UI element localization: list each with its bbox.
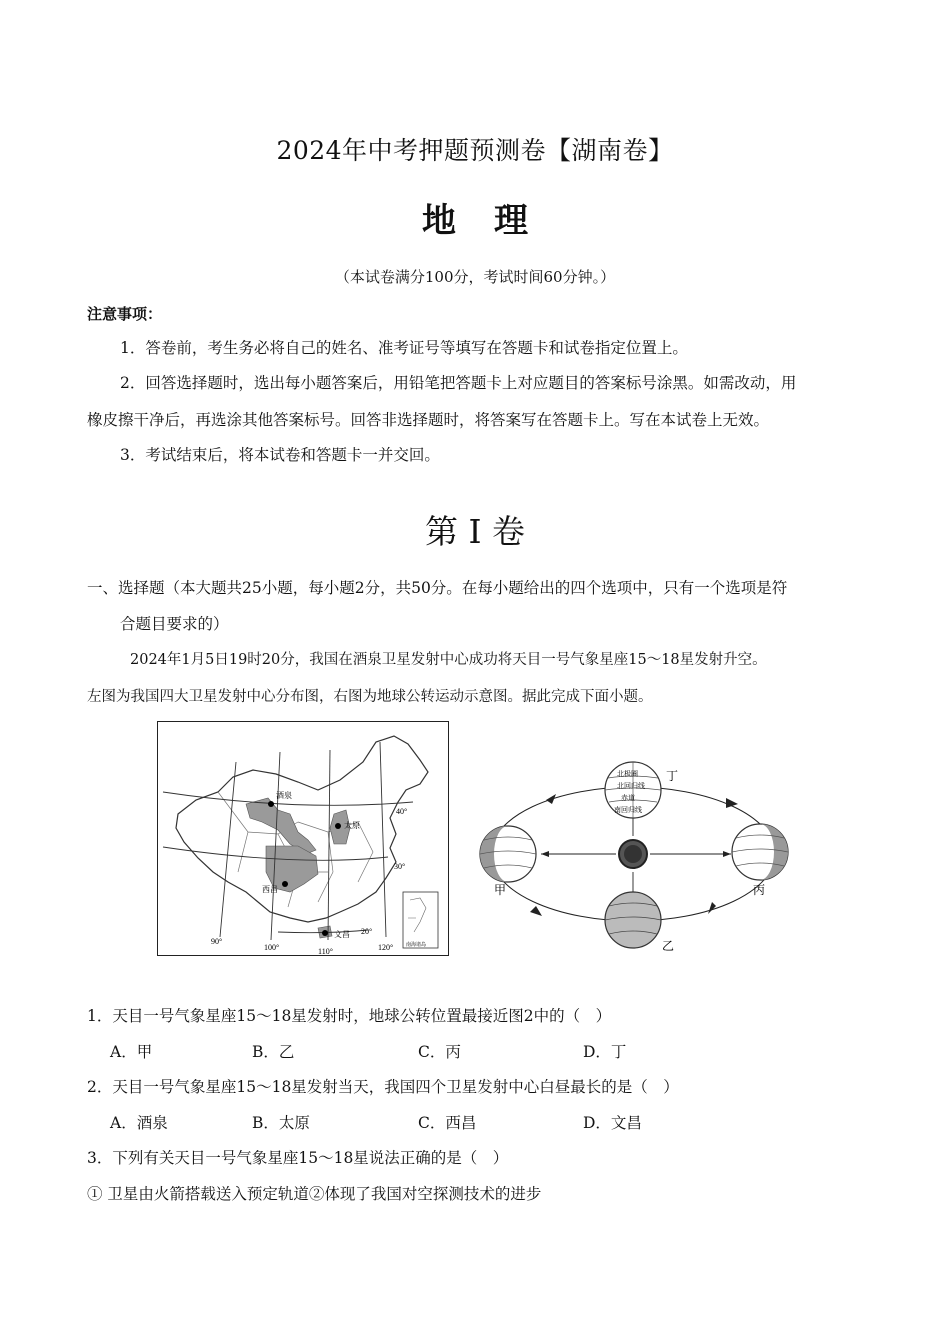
label-lon110: 110° <box>318 947 333 956</box>
notice-item-3: 3．考试结束后，将本试卷和答题卡一并交回。 <box>120 446 440 464</box>
question-2-option-c[interactable]: C．西昌 <box>418 1114 477 1132</box>
label-lon120: 120° <box>378 943 394 952</box>
label-jia: 甲 <box>494 883 507 897</box>
notice-item-2-cont: 橡皮擦干净后，再选涂其他答案标号。回答非选择题时，将答案写在答题卡上。写在本试卷上无效。 <box>87 411 770 429</box>
question-2-option-a[interactable]: A．酒泉 <box>110 1114 168 1132</box>
jiuquan-dot <box>268 801 274 807</box>
exam-title: 2024年中考押题预测卷【湖南卷】 <box>276 136 674 165</box>
question-2-option-b[interactable]: B．太原 <box>252 1114 310 1132</box>
label-inset: 南海诸岛 <box>406 943 427 948</box>
line-label-1: 北回归线 <box>617 782 645 790</box>
question-3-statements: ① 卫星由火箭搭载送入预定轨道②体现了我国对空探测技术的进步 <box>87 1185 542 1203</box>
line-label-2: 赤道 <box>621 794 635 802</box>
china-launch-center-map <box>157 721 449 956</box>
notice-item-1: 1．答卷前，考生务必将自己的姓名、准考证号等填写在答题卡和试卷指定位置上。 <box>120 339 688 357</box>
exam-note: （本试卷满分100分，考试时间60分钟。） <box>334 268 616 286</box>
earth-yi <box>605 892 661 948</box>
label-wenchang: 文昌 <box>334 930 350 939</box>
notice-heading: 注意事项： <box>87 305 163 323</box>
wenchang-dot <box>322 930 328 936</box>
label-jiuquan: 酒泉 <box>276 791 292 800</box>
question-2-stem: 2．天目一号气象星座15～18星发射当天，我国四个卫星发射中心白昼最长的是（ ） <box>87 1078 679 1096</box>
xichang-dot <box>282 881 288 887</box>
label-taiyuan: 太原 <box>344 821 360 830</box>
subject-title: 地理 <box>422 201 566 241</box>
label-lat40: 40° <box>396 807 408 816</box>
label-lat20: 20° <box>361 927 373 936</box>
earth-revolution-diagram <box>476 756 796 956</box>
label-lon90: 90° <box>211 937 223 946</box>
label-lat30: 30° <box>394 862 406 871</box>
label-yi: 乙 <box>662 939 675 953</box>
label-bing: 丙 <box>753 883 766 897</box>
label-ding: 丁 <box>666 769 679 783</box>
question-1-option-a[interactable]: A．甲 <box>110 1043 153 1061</box>
question-1-option-d[interactable]: D．丁 <box>583 1043 627 1061</box>
section-title: 第 I 卷 <box>424 512 525 551</box>
question-1-stem: 1．天目一号气象星座15～18星发射时，地球公转位置最接近图2中的（ ） <box>87 1007 612 1025</box>
intro-text: 2024年1月5日19时20分，我国在酒泉卫星发射中心成功将天目一号气象星座15～18星发射升空。 <box>130 652 767 668</box>
question-1-option-b[interactable]: B．乙 <box>252 1043 295 1061</box>
question-3-stem: 3．下列有关天目一号气象星座15～18星说法正确的是（ ） <box>87 1149 509 1167</box>
question-1-option-c[interactable]: C．丙 <box>418 1043 461 1061</box>
intro-text-cont: 左图为我国四大卫星发射中心分布图，右图为地球公转运动示意图。据此完成下面小题。 <box>87 689 653 705</box>
taiyuan-dot <box>335 823 341 829</box>
question-2-option-d[interactable]: D．文昌 <box>583 1114 642 1132</box>
label-lon100: 100° <box>264 943 280 952</box>
line-label-0: 北极圈 <box>617 770 638 778</box>
line-label-3: 南回归线 <box>614 806 642 814</box>
label-xichang: 西昌 <box>262 885 278 894</box>
part-heading-cont: 合题目要求的） <box>120 615 229 633</box>
part-heading: 一、选择题（本大题共25小题，每小题2分，共50分。在每小题给出的四个选项中，只有一个选项是符 <box>87 579 788 597</box>
notice-item-2: 2．回答选择题时，选出每小题答案后，用铅笔把答题卡上对应题目的答案标号涂黑。如需改动，用 <box>120 374 797 392</box>
